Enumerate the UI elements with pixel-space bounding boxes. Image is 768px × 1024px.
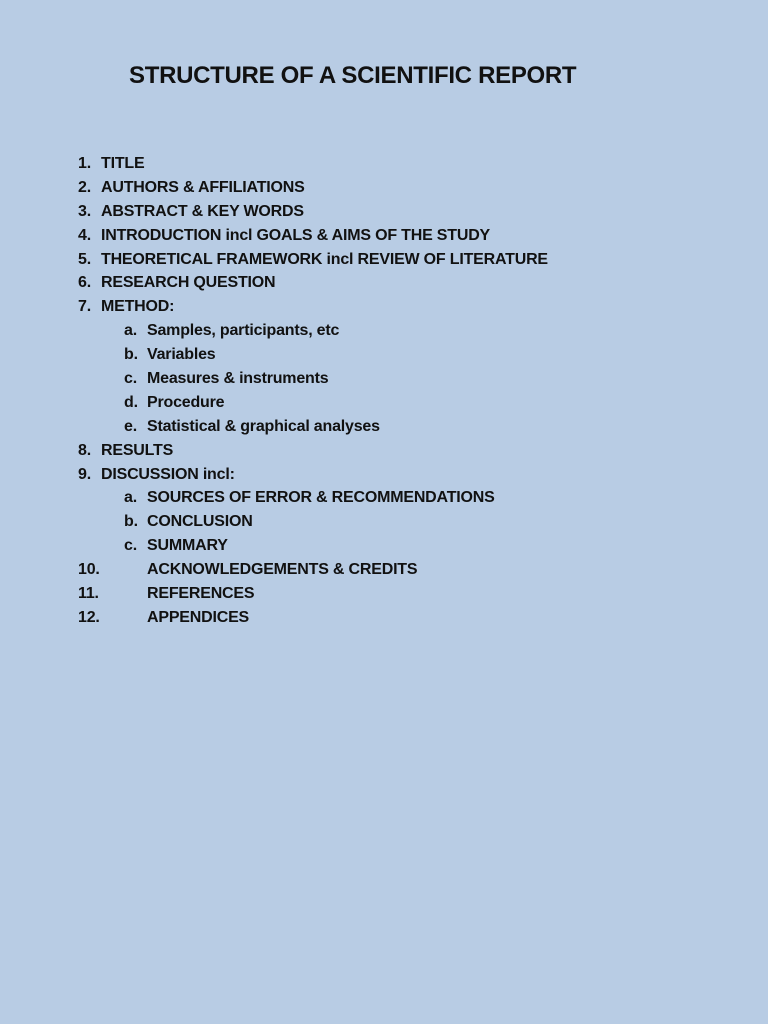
list-text: DISCUSSION incl: bbox=[101, 465, 235, 483]
list-text: Variables bbox=[147, 346, 216, 364]
sub-list-item bbox=[0, 534, 768, 558]
sub-list-item bbox=[0, 319, 768, 343]
list-text: REFERENCES bbox=[147, 585, 255, 603]
list-item bbox=[0, 248, 768, 272]
list-item bbox=[0, 295, 768, 319]
list-text: ABSTRACT & KEY WORDS bbox=[101, 202, 304, 220]
list-item bbox=[0, 271, 768, 295]
sub-list-item bbox=[0, 486, 768, 510]
list-marker: 3. bbox=[78, 202, 91, 220]
list-text: METHOD: bbox=[101, 298, 175, 316]
list-item bbox=[0, 439, 768, 463]
list-marker: 1. bbox=[78, 155, 91, 172]
list-marker: c. bbox=[124, 537, 137, 555]
list-marker: a. bbox=[124, 489, 137, 507]
sub-list-item bbox=[0, 343, 768, 367]
list-marker: 5. bbox=[78, 250, 91, 268]
list-item bbox=[0, 152, 768, 176]
list-item bbox=[0, 558, 768, 582]
list-item bbox=[0, 200, 768, 224]
list-text: RESULTS bbox=[101, 441, 174, 459]
list-marker: b. bbox=[124, 513, 138, 531]
list-item bbox=[0, 582, 768, 606]
report-outline bbox=[0, 152, 768, 630]
list-marker: 11. bbox=[78, 585, 99, 603]
list-marker: 4. bbox=[78, 226, 91, 244]
sub-list-item bbox=[0, 510, 768, 534]
list-marker: 9. bbox=[78, 465, 91, 483]
list-text: APPENDICES bbox=[147, 608, 250, 626]
sub-list-item bbox=[0, 415, 768, 439]
list-item bbox=[0, 606, 768, 630]
list-marker: e. bbox=[124, 417, 137, 435]
list-marker: b. bbox=[124, 346, 138, 364]
list-marker: 12. bbox=[78, 608, 100, 626]
list-marker: 8. bbox=[78, 441, 91, 459]
list-text: SUMMARY bbox=[147, 537, 228, 555]
list-item bbox=[0, 176, 768, 200]
list-text: Procedure bbox=[147, 393, 225, 411]
list-text: Samples, participants, etc bbox=[147, 322, 340, 340]
page-title: STRUCTURE OF A SCIENTIFIC REPORT bbox=[129, 62, 577, 89]
list-marker: 7. bbox=[78, 298, 91, 316]
list-text: THEORETICAL FRAMEWORK incl REVIEW OF LITERATURE bbox=[101, 250, 548, 268]
list-text: RESEARCH QUESTION bbox=[101, 274, 276, 292]
list-text: CONCLUSION bbox=[147, 513, 253, 531]
list-text: AUTHORS & AFFILIATIONS bbox=[101, 178, 305, 196]
list-marker: a. bbox=[124, 322, 137, 340]
list-text: ACKNOWLEDGEMENTS & CREDITS bbox=[147, 561, 418, 579]
list-text: Statistical & graphical analyses bbox=[147, 417, 380, 435]
list-marker: d. bbox=[124, 393, 138, 411]
sub-list-item bbox=[0, 391, 768, 415]
sub-list-item bbox=[0, 367, 768, 391]
list-text: INTRODUCTION incl GOALS & AIMS OF THE STUDY bbox=[101, 226, 491, 244]
list-marker: 2. bbox=[78, 178, 91, 196]
list-marker: c. bbox=[124, 370, 137, 388]
list-text: Measures & instruments bbox=[147, 370, 329, 388]
list-text: TITLE bbox=[101, 155, 145, 172]
list-marker: 6. bbox=[78, 274, 91, 292]
list-item bbox=[0, 224, 768, 248]
list-marker: 10. bbox=[78, 561, 100, 579]
list-item bbox=[0, 463, 768, 487]
list-text: SOURCES OF ERROR & RECOMMENDATIONS bbox=[147, 489, 495, 507]
